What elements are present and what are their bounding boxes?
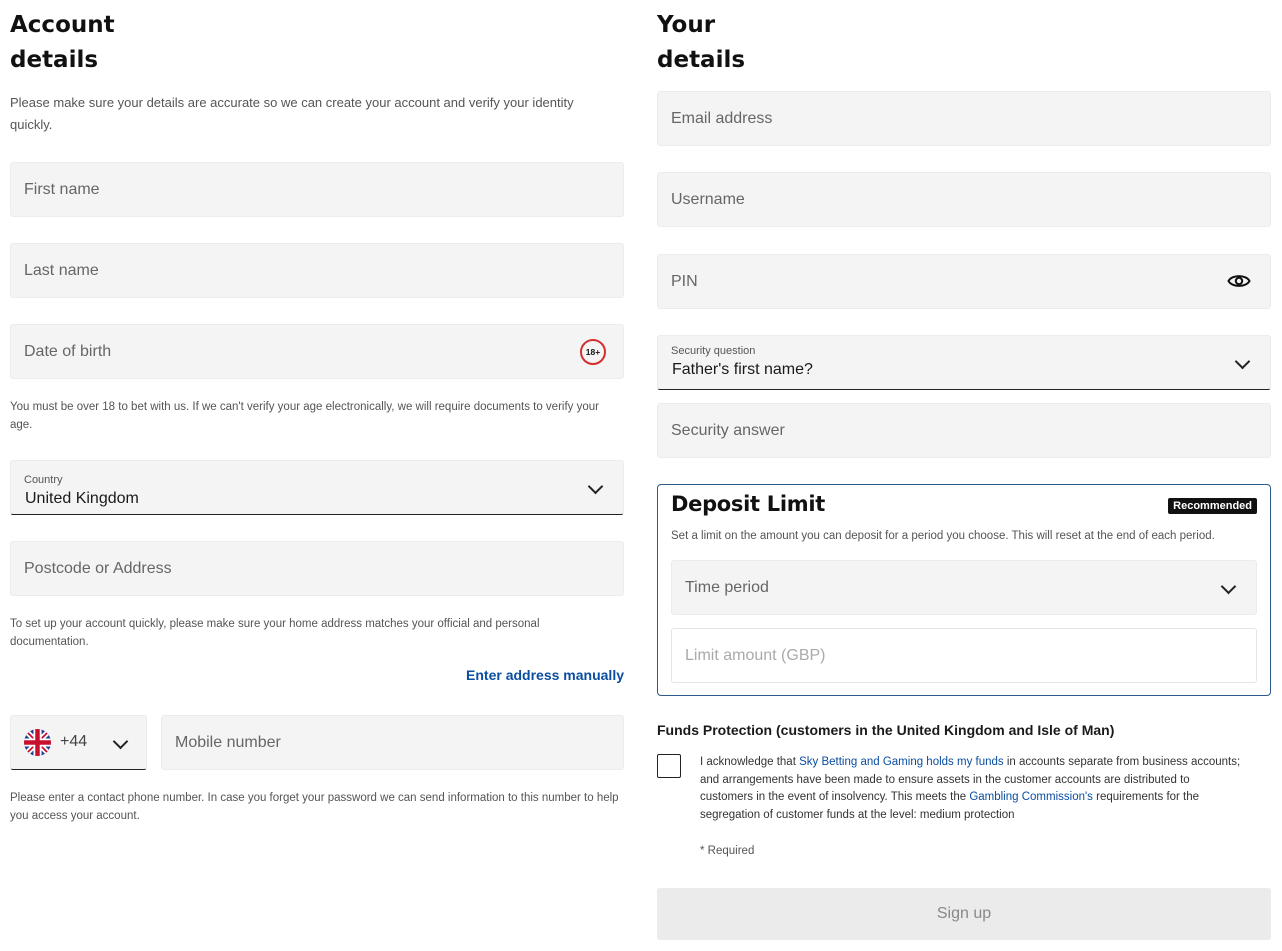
pin-placeholder: PIN [671, 272, 698, 290]
account-details-heading [10, 8, 150, 78]
country-code-select[interactable] [10, 715, 147, 770]
country-value: United Kingdom [25, 490, 139, 507]
heading-line-2: details [10, 47, 99, 73]
heading-line-1: Account [10, 12, 115, 38]
account-intro-text: Please make sure your details are accurate so we can create your account and verify your identity quickly. [10, 95, 574, 132]
eye-icon[interactable] [1227, 272, 1251, 290]
postcode-placeholder: Postcode or Address [24, 559, 172, 577]
security-question-value: Father's first name? [672, 361, 813, 378]
sky-betting-funds-link[interactable]: Sky Betting and Gaming holds my funds [799, 756, 1004, 768]
security-answer-placeholder: Security answer [671, 421, 785, 439]
ack-text-2: in accounts separate from business accounts; and arrangements have been made to ensure assets in the customer accounts are distributed to customers in the event of insolvency. This meets the [700, 756, 1241, 803]
username-placeholder: Username [671, 190, 745, 208]
funds-acknowledge-text [700, 754, 1245, 824]
ack-text-1: I acknowledge that [700, 756, 800, 768]
country-label: Country [24, 474, 63, 486]
required-note: * Required [700, 845, 755, 857]
postcode-address-input[interactable] [10, 541, 624, 596]
chevron-down-icon [1235, 353, 1251, 369]
recommended-badge: Recommended [1168, 498, 1257, 514]
chevron-down-icon [588, 478, 604, 494]
gambling-commission-link[interactable]: Gambling Commission's [969, 791, 1093, 803]
mobile-number-input[interactable] [161, 715, 624, 770]
age-18-plus-icon: 18+ [580, 339, 606, 365]
limit-amount-input[interactable] [671, 628, 1257, 683]
time-period-select[interactable] [671, 560, 1257, 615]
phone-code-value: +44 [60, 733, 88, 750]
time-period-placeholder: Time period [685, 578, 769, 596]
heading-line-2: details [657, 47, 746, 73]
chevron-down-icon [113, 733, 129, 749]
funds-protection-title: Funds Protection (customers in the United Kingdom and Isle of Man) [657, 722, 1115, 738]
phone-note: Please enter a contact phone number. In case you forget your password we can send information to this number to help you access your account. [10, 792, 619, 822]
dob-placeholder: Date of birth [24, 342, 112, 360]
ack-text-3: requirements for the segregation of customer funds at the level: medium protection [700, 791, 1200, 821]
limit-amount-placeholder: Limit amount (GBP) [685, 646, 826, 664]
funds-acknowledge-checkbox[interactable] [657, 754, 681, 778]
email-placeholder: Email address [671, 109, 773, 127]
mobile-placeholder: Mobile number [175, 733, 281, 751]
heading-line-1: Your [657, 12, 716, 38]
first-name-input[interactable] [10, 162, 624, 217]
security-answer-input[interactable] [657, 403, 1271, 458]
country-select[interactable] [10, 460, 624, 515]
sign-up-button[interactable]: Sign up [657, 888, 1271, 940]
your-details-heading [657, 8, 797, 78]
date-of-birth-input[interactable] [10, 324, 624, 379]
address-note: To set up your account quickly, please make sure your home address matches your official and personal documentation. [10, 618, 540, 648]
age-note: You must be over 18 to bet with us. If we can't verify your age electronically, we will require documents to verify your age. [10, 401, 599, 431]
deposit-limit-description: Set a limit on the amount you can deposit for a period you choose. This will reset at the end of each period. [671, 530, 1215, 542]
enter-address-manually-link[interactable]: Enter address manually [466, 667, 624, 683]
username-input[interactable] [657, 172, 1271, 227]
uk-flag-icon [24, 729, 51, 756]
chevron-down-icon [1221, 578, 1237, 594]
email-input[interactable] [657, 91, 1271, 146]
security-question-select[interactable] [657, 335, 1271, 390]
pin-input[interactable] [657, 254, 1271, 309]
last-name-input[interactable] [10, 243, 624, 298]
last-name-placeholder: Last name [24, 261, 99, 279]
deposit-limit-title: Deposit Limit [671, 492, 825, 516]
deposit-limit-panel [657, 484, 1271, 696]
first-name-placeholder: First name [24, 180, 100, 198]
security-question-label: Security question [671, 345, 756, 357]
